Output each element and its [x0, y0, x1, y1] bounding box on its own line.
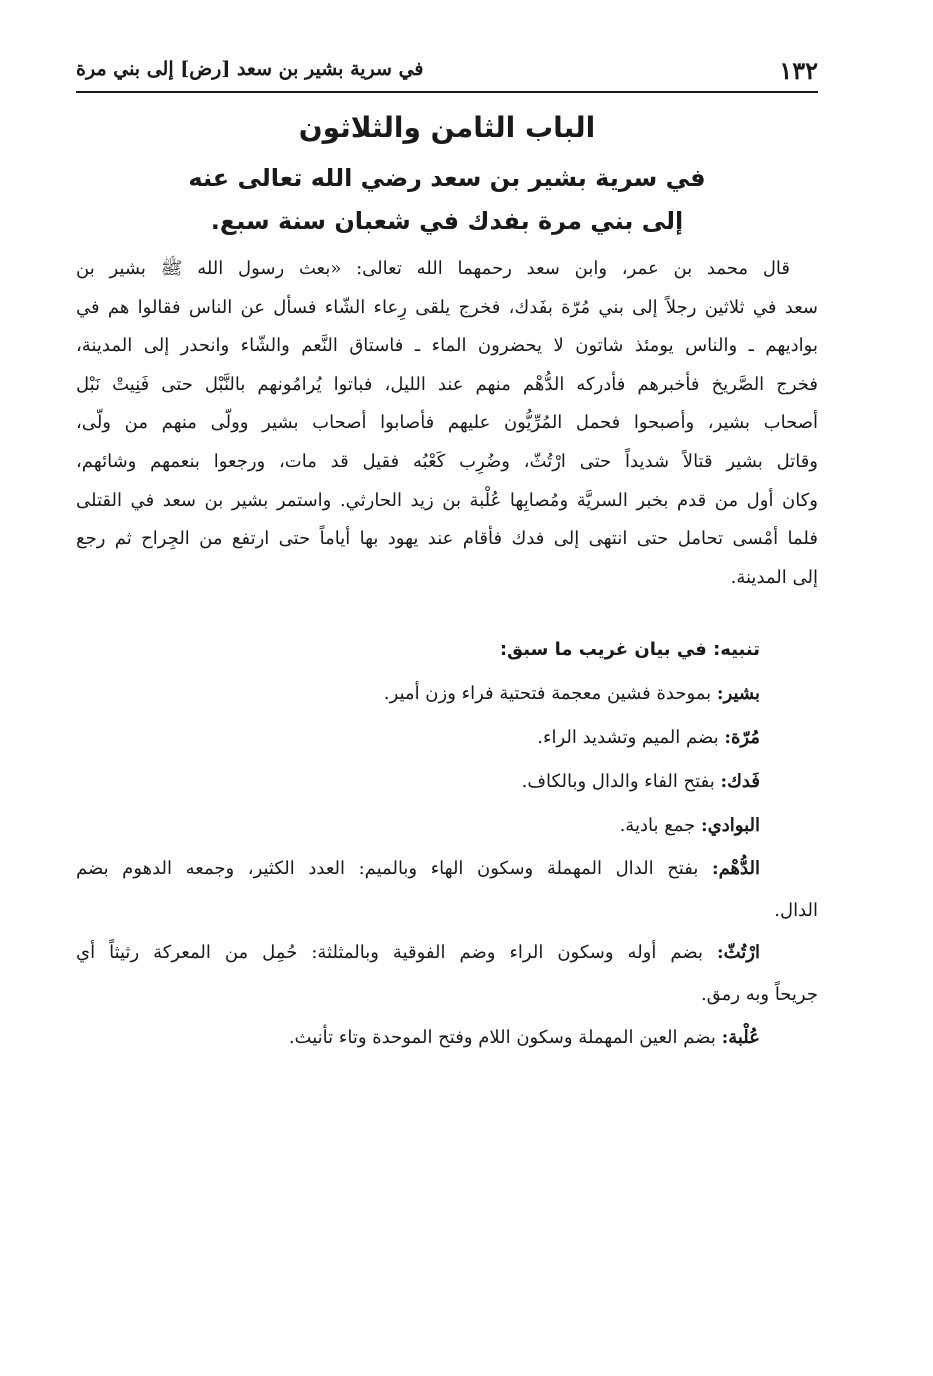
page-number: ١٣٢ [779, 56, 818, 85]
running-title: في سرية بشير بن سعد [رض] إلى بني مرة [76, 58, 424, 80]
header-rule [76, 91, 818, 93]
note-line [76, 932, 818, 974]
body-line: وقاتل بشير قتالاً شديداً حتى ارْتُثّ، وضُرِب كَعْبُه فقيل قد مات، ورجعوا بنعمهم وشائهم، [76, 450, 818, 472]
chapter-title: الباب الثامن والثلاثون [298, 111, 596, 144]
note-term: بشير: [716, 683, 760, 704]
note-line: جريحاً وبه رمق. [700, 984, 818, 1005]
note-entry [76, 848, 818, 932]
note-term: الدُّهْم: [711, 858, 760, 879]
notes-heading: تنبيه: في بيان غريب ما سبق: [499, 639, 760, 660]
note-entry [76, 672, 818, 716]
body-line: قال محمد بن عمر، وابن سعد رحمهما الله تعالى: «بعث رسول الله ﷺ بشير بن [76, 258, 790, 279]
note-entry [76, 716, 818, 760]
glossary-notes [76, 628, 818, 1060]
note-entry [76, 760, 818, 804]
body-line: فخرج الصَّريخ فأخبرهم فأدركه الدُّهْم منهم عند الليل، فباتوا يُرامُونهم بالنَّبْل حتى فَنِيتْ نَبْل [76, 373, 818, 395]
body-line: فلما أمْسى تحامل حتى انتهى إلى فدك فأقام عند يهود بها أياماً حتى ارتفع من الجِراح ثم رجع [76, 528, 818, 550]
note-entry [76, 932, 818, 1016]
note-line [76, 848, 818, 890]
body-line: أصحاب بشير، وأصبحوا فحمل المُرِّيُّون عليهم فأصابوا أصحاب بشير وولّى منهم من ولّى، [76, 412, 818, 434]
body-paragraph [76, 250, 818, 597]
note-text: بضم الميم وتشديد الراء. [537, 727, 725, 748]
note-entry [76, 804, 818, 848]
body-line: بواديهم ـ والناس يومئذ شاتون لا يحضرون الماء ـ فاستاق النَّعم والشّاء وانحدر إلى المدينة، [76, 335, 818, 357]
note-text: بفتح الفاء والدال وبالكاف. [521, 771, 721, 792]
note-text: بضم أوله وسكون الراء وضم الفوقية وبالمثلثة: حُمِل من المعركة رثيثاً أي [76, 942, 717, 963]
body-line: إلى المدينة. [730, 566, 818, 588]
note-term: عُلْبة: [721, 1027, 760, 1048]
note-text: جمع بادية. [619, 815, 702, 836]
subtitle-line-2: إلى بني مرة بفدك في شعبان سنة سبع. [210, 207, 684, 235]
body-line: سعد في ثلاثين رجلاً إلى بني مُرّة بفَدك، فخرج يلقى رِعاء الشّاء فسأل عن الناس فقالوا هم في [76, 296, 818, 318]
running-header [76, 48, 818, 92]
note-term: مُرّة: [724, 727, 760, 748]
note-text: بموحدة فشين معجمة فتحتية فراء وزن أمير. [383, 683, 717, 704]
body-line: وكان أول من قدم بخبر السريَّة ومُصابِها عُلْبة بن زيد الحارثي. واستمر بشير بن سعد في القتلى [76, 489, 818, 511]
note-text: بضم العين المهملة وسكون اللام وفتح الموحدة وتاء تأنيث. [288, 1027, 722, 1048]
subtitle-line-1: في سرية بشير بن سعد رضي الله تعالى عنه [188, 164, 706, 192]
note-term: فَدك: [720, 771, 760, 792]
note-entry [76, 1016, 818, 1060]
note-term: ارْتُثّ: [716, 942, 760, 963]
note-line: الدال. [774, 900, 818, 921]
note-term: البوادي: [701, 815, 760, 836]
note-text: بفتح الدال المهملة وسكون الهاء وبالميم: العدد الكثير، وجمعه الدهوم بضم [76, 858, 712, 879]
